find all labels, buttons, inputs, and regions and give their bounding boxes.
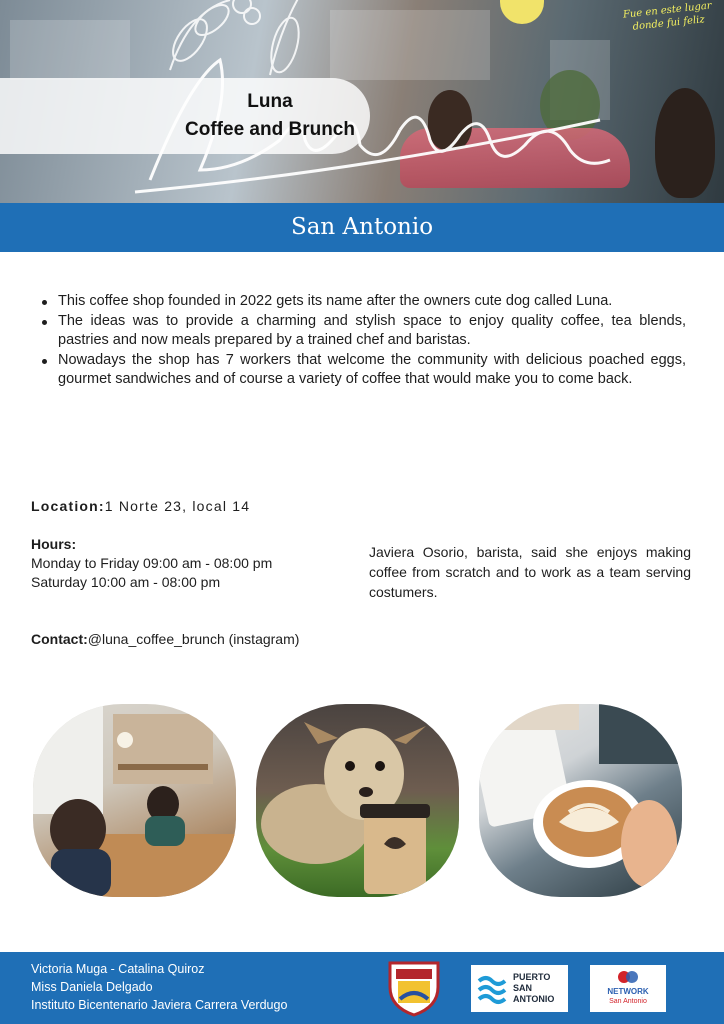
location-label: Location: bbox=[31, 498, 105, 514]
credit-school: Instituto Bicentenario Javiera Carrera Verdugo bbox=[31, 998, 288, 1012]
credit-teacher: Miss Daniela Delgado bbox=[31, 980, 153, 994]
footer bbox=[0, 952, 724, 1024]
network-line-1: NETWORK bbox=[607, 987, 649, 996]
dog-with-coffee-cup-photo bbox=[256, 704, 459, 897]
waves-icon bbox=[477, 973, 507, 1005]
person-silhouette bbox=[655, 88, 715, 198]
list-item: This coffee shop founded in 2022 gets its name after the owners cute dog called Luna. bbox=[38, 292, 686, 312]
footer-credits bbox=[31, 960, 351, 1014]
network-logo bbox=[590, 965, 666, 1012]
credit-authors: Victoria Muga - Catalina Quiroz bbox=[31, 962, 205, 976]
latte-art-photo bbox=[479, 704, 682, 897]
contact-line bbox=[31, 630, 299, 649]
page-title bbox=[140, 88, 400, 144]
school-shield-logo bbox=[386, 957, 442, 1017]
cafe-interior-photo bbox=[33, 704, 236, 897]
window-reflection bbox=[10, 20, 130, 80]
hours-saturday: Saturday 10:00 am - 08:00 pm bbox=[31, 574, 221, 590]
title-line-1: Luna bbox=[247, 91, 293, 112]
contact-label: Contact: bbox=[31, 631, 88, 647]
banner-title: San Antonio bbox=[290, 214, 434, 240]
list-item: Nowadays the shop has 7 workers that welcome the community with delicious poached eggs, gourmet sandwiches and of course a variety of coffee that would make you to come back. bbox=[38, 351, 686, 390]
contact-value: @luna_coffee_brunch (instagram) bbox=[87, 631, 300, 647]
network-line-2: San Antonio bbox=[609, 998, 647, 1005]
barista-quote: Javiera Osorio, barista, said she enjoys making coffee from scratch and to work as a team serving costumers. bbox=[369, 544, 691, 600]
hours-label: Hours: bbox=[31, 536, 77, 552]
title-line-2: Coffee and Brunch bbox=[185, 119, 355, 140]
description-list bbox=[38, 292, 686, 390]
network-emblem-icon bbox=[616, 969, 640, 985]
puerto-line-3: ANTONIO bbox=[513, 994, 555, 1004]
neon-sign: Fue en este lugar donde fui feliz bbox=[622, 0, 713, 33]
location-banner bbox=[0, 203, 724, 252]
puerto-san-antonio-logo bbox=[471, 965, 568, 1012]
puerto-line-1: PUERTO bbox=[513, 972, 551, 982]
location-value: 1 Norte 23, local 14 bbox=[104, 498, 251, 514]
location-line bbox=[31, 497, 250, 516]
hours-block bbox=[31, 535, 272, 592]
hero-banner bbox=[0, 0, 724, 203]
list-item: The ideas was to provide a charming and stylish space to enjoy quality coffee, tea blends, pastries and now meals prepared by a trained chef and baristas. bbox=[38, 312, 686, 351]
hours-weekdays: Monday to Friday 09:00 am - 08:00 pm bbox=[31, 555, 273, 571]
puerto-line-2: SAN bbox=[513, 983, 533, 993]
